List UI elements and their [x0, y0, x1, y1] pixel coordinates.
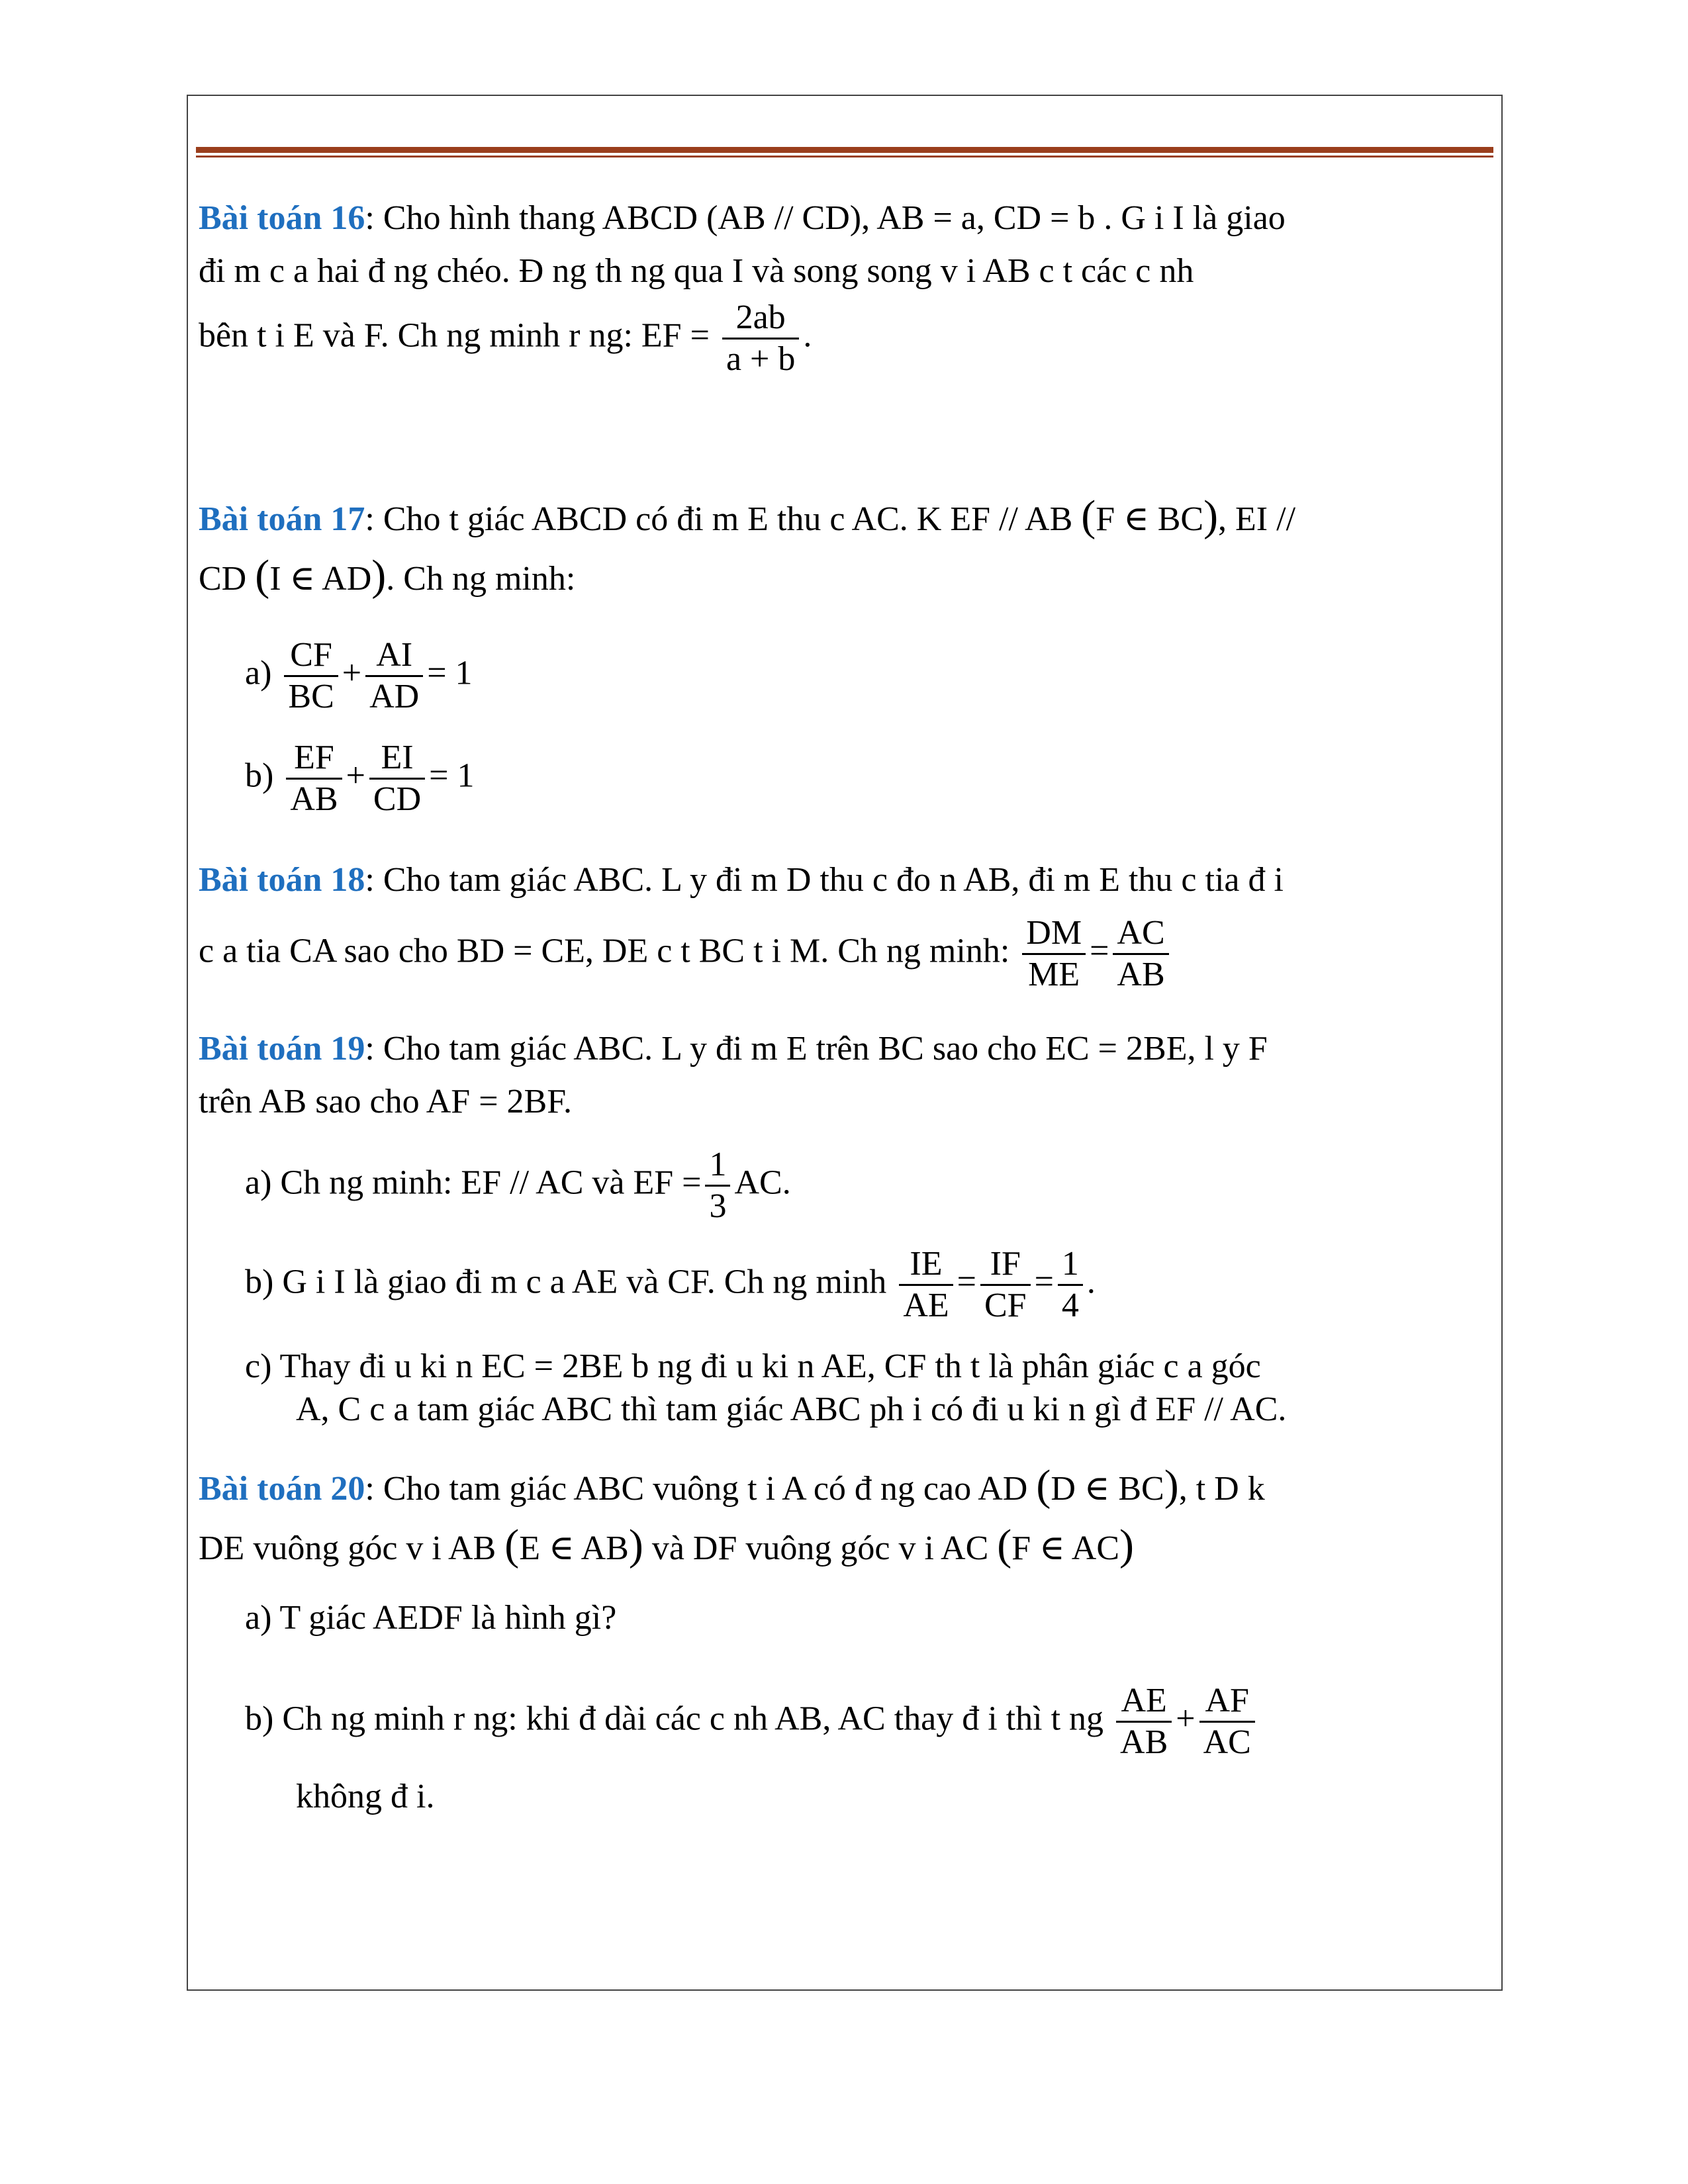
p17-item-a: a) $\frac{CF}{BC}$ + $\frac{AI}{AD}$ = 1 [245, 636, 473, 715]
p20-item-b-end: không đ i. [296, 1778, 435, 1815]
p17-title: Bài toán 17 [199, 500, 365, 538]
p18-line1: Bài toán 18: Cho tam giác ABC. L y đi m D thu c đo n AB, đi m E thu c tia đ i [199, 861, 1284, 899]
p19-item-c-line2: A, C c a tam giác ABC thì tam giác ABC ph i có đi u ki n gì đ EF // AC. [296, 1390, 1287, 1428]
p16-title: Bài toán 16 [199, 199, 365, 237]
p19-item-c: c) Thay đi u ki n EC = 2BE b ng đi u ki n AE, CF th t là phân giác c a góc [245, 1347, 1261, 1385]
p19-item-b: b) G i I là giao đi m c a AE và CF. Ch ng minh $\frac{IE}{AE}$ = $\frac{IF}{CF}$ = $\frac{1}{4}$ . [245, 1245, 1096, 1324]
p16-fraction: $\frac{2ab}{a + b}$ [722, 298, 799, 379]
p20-line1: Bài toán 20: Cho tam giác ABC vuông t i A có đ ng cao AD (D ∈ BC), t D k [199, 1461, 1265, 1510]
header-rule-thick [196, 147, 1493, 153]
p17-line2: CD (I ∈ AD). Ch ng minh: [199, 551, 576, 600]
p17-line1: Bài toán 17: Cho t giác ABCD có đi m E thu c AC. K EF // AB (F ∈ BC), EI // [199, 492, 1296, 540]
p19-line2: trên AB sao cho AF = 2BF. [199, 1083, 572, 1120]
header-rule-thin [196, 156, 1493, 158]
p20-line2: DE vuông góc v i AB (E ∈ AB) và DF vuông góc v i AC (F ∈ AC) [199, 1521, 1135, 1569]
p20-item-a: a) T giác AEDF là hình gì? [245, 1599, 617, 1637]
p20-title: Bài toán 20 [199, 1470, 365, 1508]
p18-title: Bài toán 18 [199, 861, 365, 899]
p16-line2: đi m c a hai đ ng chéo. Đ ng th ng qua I và song song v i AB c t các c nh [199, 252, 1194, 290]
p16-line3: bên t i E và F. Ch ng minh r ng: EF = $\frac{2ab}{a + b}$ . [199, 298, 812, 378]
p16-line1: Bài toán 16: Cho hình thang ABCD (AB // CD), AB = a, CD = b . G i I là giao [199, 199, 1286, 237]
p18-line2: c a tia CA sao cho BD = CE, DE c t BC t i M. Ch ng minh: $\frac{DM}{ME}$ = $\frac{AC}{AB}$ [199, 913, 1173, 995]
p17-item-b: b) $\frac{EF}{AB}$ + $\frac{EI}{CD}$ = 1 [245, 739, 475, 818]
p19-line1: Bài toán 19: Cho tam giác ABC. L y đi m E trên BC sao cho EC = 2BE, l y F [199, 1030, 1268, 1068]
p20-item-b: b) Ch ng minh r ng: khi đ dài các c nh AB, AC thay đ i thì t ng $\frac{AE}{AB}$ + $\frac{AF}{AC}$ [245, 1681, 1259, 1762]
p19-item-a: a) Ch ng minh: EF // AC và EF = $\frac{1}{3}$ AC. [245, 1146, 791, 1225]
p19-title: Bài toán 19 [199, 1030, 365, 1068]
